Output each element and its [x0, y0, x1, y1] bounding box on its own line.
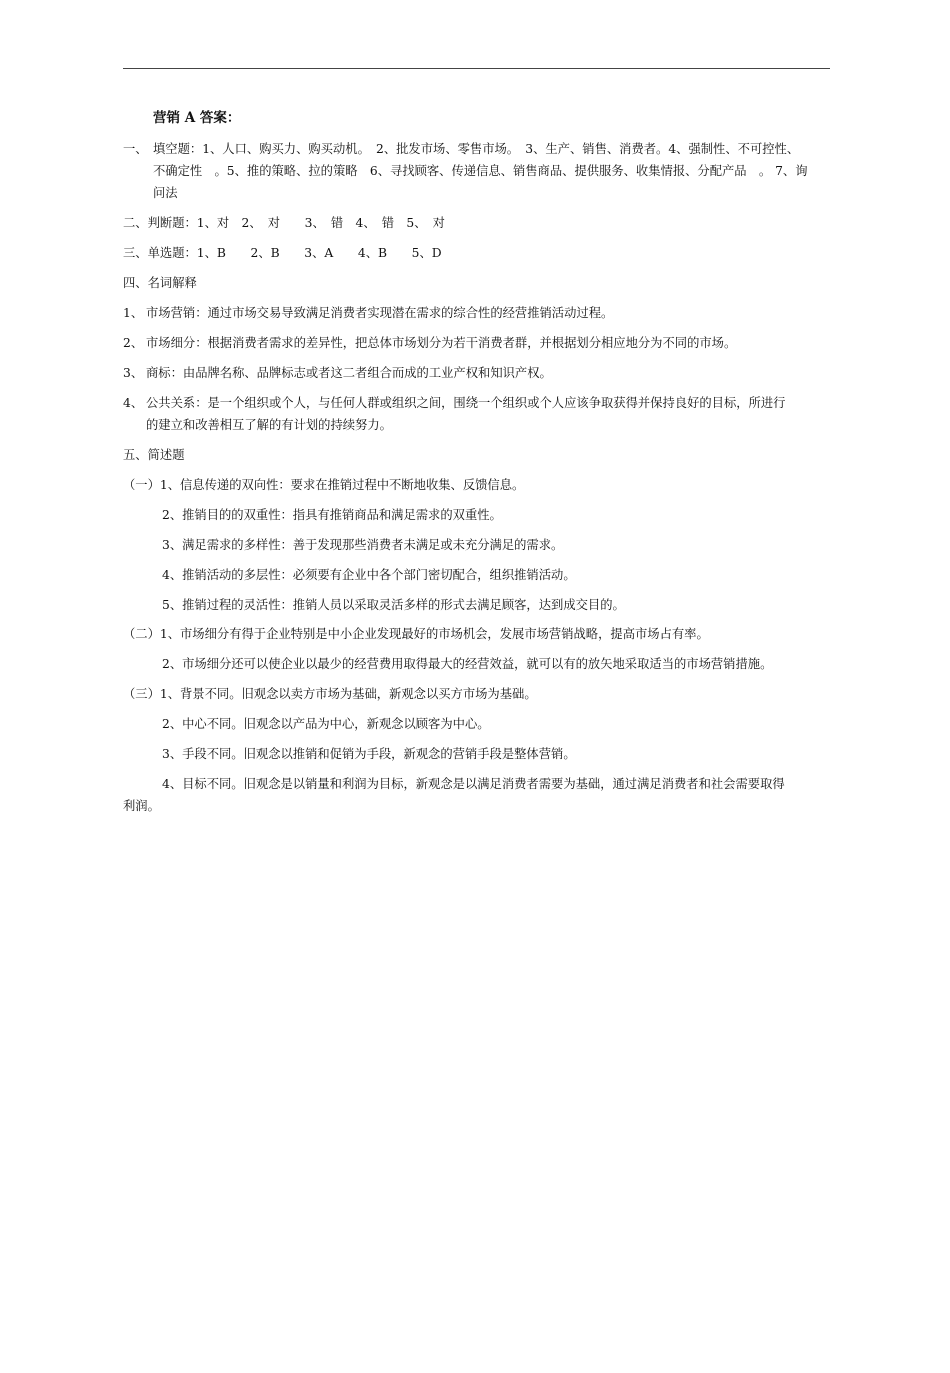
answer-1-item-1: （一）1、信息传递的双向性：要求在推销过程中不断地收集、反馈信息。	[123, 478, 525, 492]
term-4-number: 4、	[123, 396, 144, 410]
answer-3-item-1: （三）1、背景不同。旧观念以卖方市场为基础，新观念以买方市场为基础。	[123, 687, 537, 701]
section-4-heading: 四、名词解释	[123, 276, 197, 290]
section-1-line-3: 问法	[153, 186, 178, 200]
term-2-text: 市场细分：根据消费者需求的差异性，把总体市场划分为若干消费者群，并根据划分相应地分为不同的市场。	[146, 336, 737, 350]
section-3-single-choice: 三、单选题：1、B 2、B 3、A 4、B 5、D	[123, 246, 442, 260]
section-1-line-1: 填空题：1、人口、购买力、购买动机。 2、批发市场、零售市场。 3、生产、销售、消费者。4、强制性、不可控性、	[153, 142, 800, 156]
term-1-text: 市场营销：通过市场交易导致满足消费者实现潜在需求的综合性的经营推销活动过程。	[146, 306, 614, 320]
answer-3-item-4: 4、目标不同。旧观念是以销量和利润为目标，新观念是以满足消费者需要为基础，通过满足消费者和社会需要取得	[162, 777, 785, 791]
term-4-text-continued: 的建立和改善相互了解的有计划的持续努力。	[146, 418, 392, 432]
header-rule	[123, 68, 830, 69]
term-2-number: 2、	[123, 336, 144, 350]
answer-1-item-5: 5、推销过程的灵活性：推销人员以采取灵活多样的形式去满足顾客，达到成交目的。	[162, 598, 625, 612]
answer-3-item-4-continued: 利润。	[123, 799, 160, 813]
section-2-true-false: 二、判断题：1、对 2、 对 3、 错 4、 错 5、 对	[123, 216, 445, 230]
answer-1-item-4: 4、推销活动的多层性：必须要有企业中各个部门密切配合，组织推销活动。	[162, 568, 576, 582]
answer-1-item-3: 3、满足需求的多样性：善于发现那些消费者未满足或未充分满足的需求。	[162, 538, 564, 552]
term-3-number: 3、	[123, 366, 144, 380]
answer-2-item-1: （二）1、市场细分有得于企业特别是中小企业发现最好的市场机会，发展市场营销战略，提高市场占有率。	[123, 627, 709, 641]
term-4-text: 公共关系：是一个组织或个人，与任何人群或组织之间，围绕一个组织或个人应该争取获得并保持良好的目标，所进行	[146, 396, 786, 410]
section-1-number: 一、	[123, 142, 148, 156]
term-3-text: 商标：由品牌名称、品牌标志或者这二者组合而成的工业产权和知识产权。	[146, 366, 552, 380]
answer-3-item-3: 3、手段不同。旧观念以推销和促销为手段，新观念的营销手段是整体营销。	[162, 747, 576, 761]
answer-1-item-2: 2、推销目的的双重性：指具有推销商品和满足需求的双重性。	[162, 508, 502, 522]
answer-2-item-2: 2、市场细分还可以使企业以最少的经营费用取得最大的经营效益，就可以有的放矢地采取适当的市场营销措施。	[162, 657, 773, 671]
document-title: 营销 A 答案：	[153, 110, 241, 126]
section-1-line-2: 不确定性 。5、推的策略、拉的策略 6、寻找顾客、传递信息、销售商品、提供服务、收集情报、分配产品 。 7、询	[153, 164, 808, 178]
term-1-number: 1、	[123, 306, 144, 320]
section-5-heading: 五、简述题	[123, 448, 185, 462]
answer-3-item-2: 2、中心不同。旧观念以产品为中心，新观念以顾客为中心。	[162, 717, 490, 731]
